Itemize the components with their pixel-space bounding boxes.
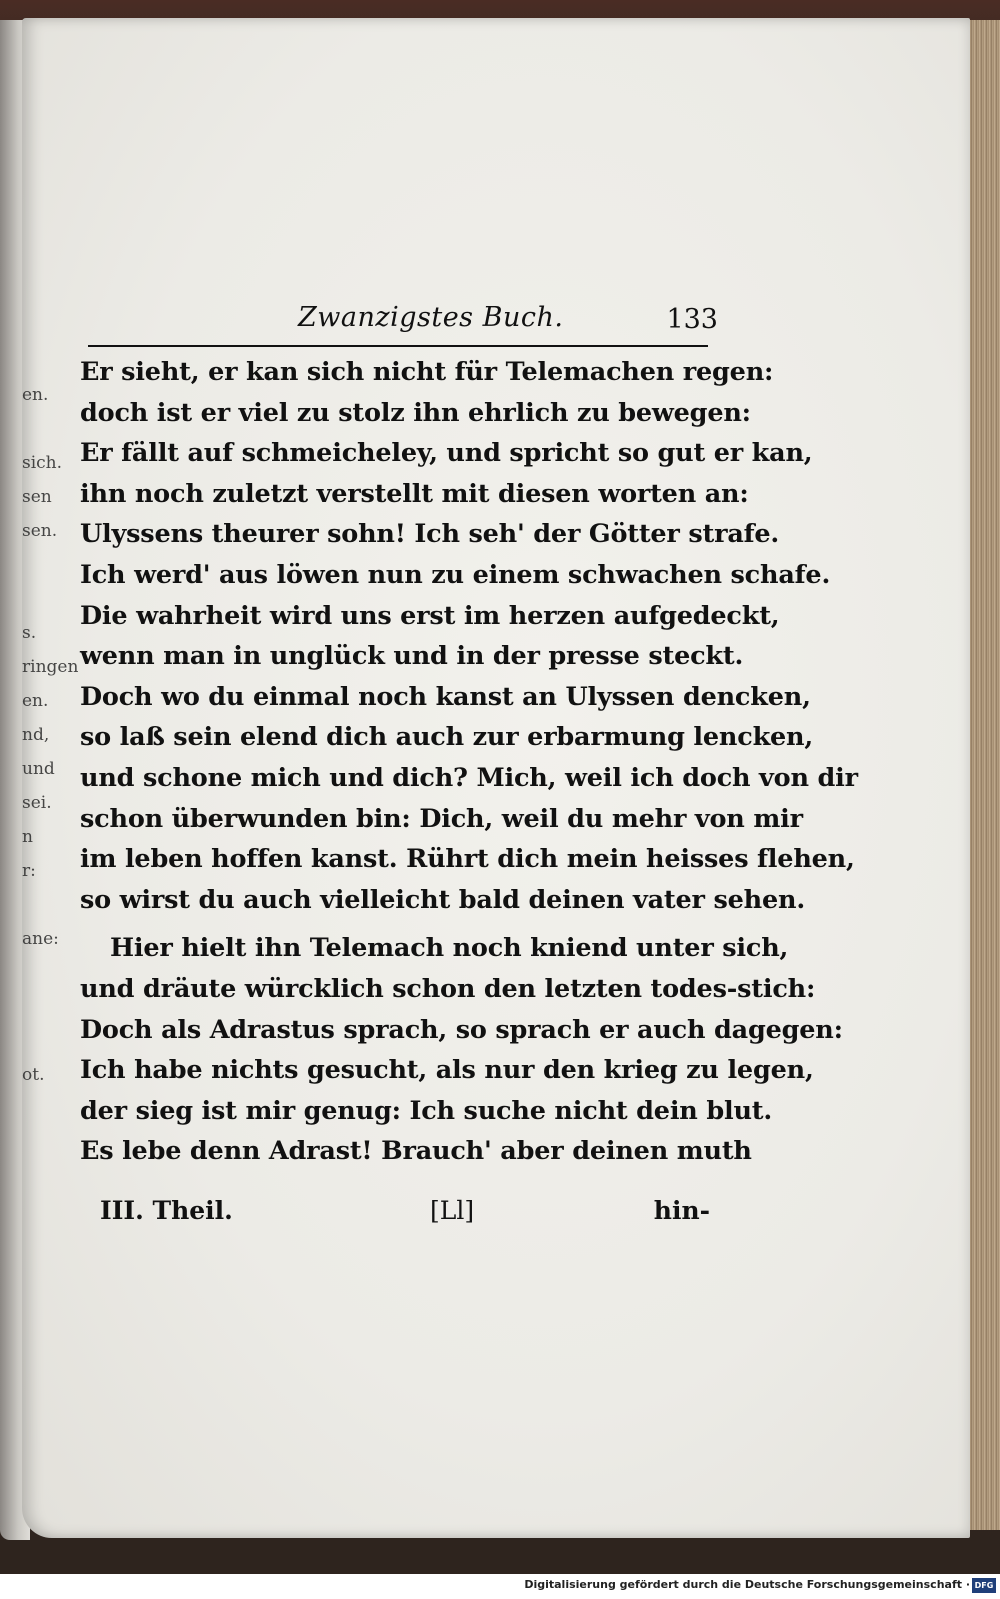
dfg-logo: DFG <box>972 1578 996 1593</box>
verse-line: so laß sein elend dich auch zur erbarmung lencken, <box>80 722 814 753</box>
verse-line: Hier hielt ihn Telemach noch kniend unter sich, <box>110 933 789 964</box>
verse-line: so wirst du auch vielleicht bald deinen vater sehen. <box>80 884 806 915</box>
bleed-fragment <box>22 412 66 446</box>
verse-line: Ich werd' aus löwen nun zu einem schwachen schafe. <box>80 559 831 590</box>
bleed-fragment <box>22 1126 66 1160</box>
bleed-fragment: en. <box>22 385 49 405</box>
verse-line: der sieg ist mir genug: Ich suche nicht dein blut. <box>80 1095 773 1126</box>
bleed-fragment: r: <box>22 861 36 881</box>
bleed-fragment <box>22 548 66 582</box>
bleed-fragment: sen <box>22 487 52 507</box>
facing-page-bleed <box>22 378 79 1258</box>
bleed-fragment: n <box>22 827 33 847</box>
running-head: Zwanzigstes Buch. <box>298 302 564 333</box>
page-header <box>88 300 718 340</box>
bleed-fragment <box>22 956 66 990</box>
verse-line: und dräute würcklich schon den letzten todes-stich: <box>80 973 816 1004</box>
bleed-fragment <box>22 1092 66 1126</box>
verse-line: Doch wo du einmal noch kanst an Ulyssen dencken, <box>80 681 811 712</box>
bleed-fragment: sei. <box>22 793 52 813</box>
verse-line: und schone mich und dich? Mich, weil ich doch von dir <box>80 762 858 793</box>
page-number: 133 <box>666 304 718 335</box>
signature-left: III. Theil. <box>100 1196 233 1225</box>
page-footer <box>80 1196 710 1238</box>
bleed-fragment: ot. <box>22 1065 45 1085</box>
bleed-fragment: und <box>22 759 55 779</box>
bleed-fragment: sich. <box>22 453 63 473</box>
verse-line: Ich habe nichts gesucht, als nur den krieg zu legen, <box>80 1055 814 1086</box>
bleed-fragment: s. <box>22 623 37 643</box>
bleed-fragment <box>22 1024 66 1058</box>
verse-line: Ulyssens theurer sohn! Ich seh' der Götter strafe. <box>80 519 780 550</box>
bleed-fragment <box>22 990 66 1024</box>
verse-line: wenn man in unglück und in der presse steckt. <box>80 641 744 672</box>
signature-mark: [Ll] <box>430 1196 475 1225</box>
verse-line: im leben hoffen kanst. Rührt dich mein heisses flehen, <box>80 844 855 875</box>
header-rule <box>88 345 708 347</box>
verse-line: Er fällt auf schmeicheley, und spricht so gut er kan, <box>80 438 813 469</box>
bleed-fragment: ane: <box>22 929 59 949</box>
verse-line: Es lebe denn Adrast! Brauch' aber deinen muth <box>80 1136 752 1167</box>
verse-line: Er sieht, er kan sich nicht für Telemachen regen: <box>80 357 774 387</box>
verse-line: Die wahrheit wird uns erst im herzen aufgedeckt, <box>80 600 780 631</box>
verse-line: Doch als Adrastus sprach, so sprach er auch dagegen: <box>80 1014 843 1045</box>
bleed-fragment: en. <box>22 691 49 711</box>
credit-bar <box>0 1574 1000 1599</box>
catchword: hin- <box>653 1196 710 1225</box>
stanza-gap <box>80 920 720 928</box>
bleed-fragment <box>22 582 66 616</box>
verse-line: doch ist er viel zu stolz ihn ehrlich zu bewegen: <box>80 397 751 428</box>
verse-line: schon überwunden bin: Dich, weil du mehr von mir <box>80 803 803 834</box>
bleed-fragment <box>22 888 66 922</box>
bleed-fragment: nd, <box>22 725 50 745</box>
bleed-fragment: ringen <box>22 657 79 677</box>
verse-text <box>80 352 858 1172</box>
verse-line: ihn noch zuletzt verstellt mit diesen worten an: <box>80 478 749 509</box>
bleed-fragment: sen. <box>22 521 58 541</box>
digitization-credit: Digitalisierung gefördert durch die Deutsche Forschungsgemeinschaft · <box>524 1578 970 1591</box>
